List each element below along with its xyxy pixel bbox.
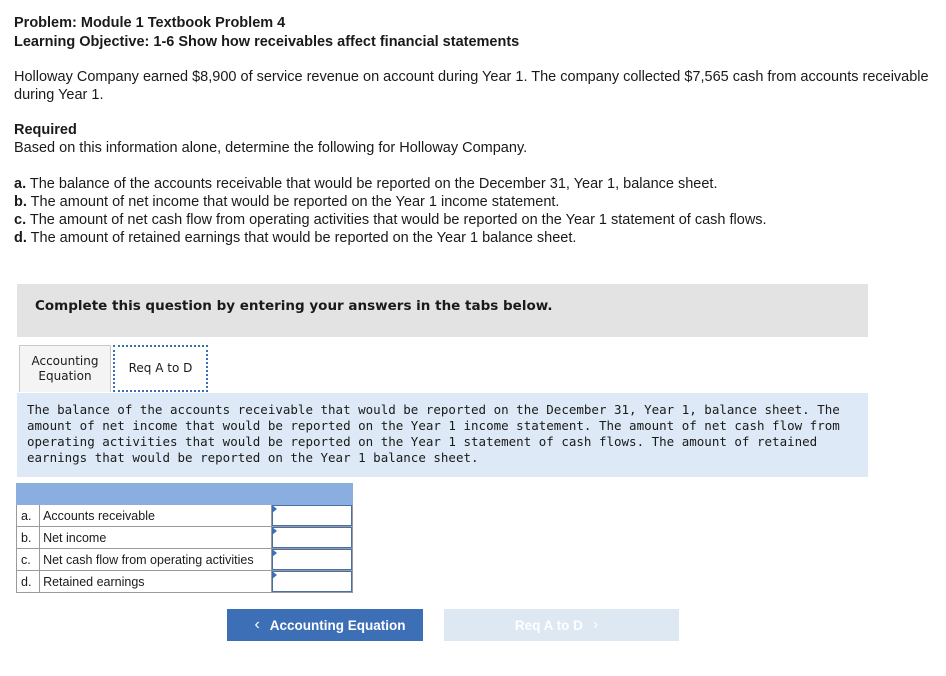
panel-description: The balance of the accounts receivable that would be reported on the December 31, Year 1, balance sheet. The amount of net income that would be reported on the Year 1 income statement. The amount of net cash flow from operating activities that would be reported on the Year 1 statement of cash flows. The amount of retained earnings that would be reported on the Year 1 balance sheet. bbox=[27, 402, 840, 465]
requirement-item: c. The amount of net cash flow from operating activities that would be reported on the Year 1 statement of cash flows. bbox=[14, 212, 767, 228]
input-marker-icon bbox=[272, 527, 277, 535]
input-marker-icon bbox=[272, 505, 277, 513]
table-row: c. Net cash flow from operating activities bbox=[17, 549, 353, 571]
net-income-input[interactable] bbox=[272, 527, 352, 548]
input-marker-icon bbox=[272, 549, 277, 557]
chevron-left-icon: ‹ bbox=[254, 616, 260, 633]
instructions-text: Complete this question by entering your answers in the tabs below. bbox=[35, 298, 553, 314]
chevron-right-icon: › bbox=[592, 616, 599, 633]
next-tab-button[interactable]: Req A to D › bbox=[444, 609, 679, 641]
requirement-item: d. The amount of retained earnings that would be reported on the Year 1 balance sheet. bbox=[14, 230, 577, 246]
table-row: b. Net income bbox=[17, 527, 353, 549]
instructions-box bbox=[17, 284, 868, 337]
problem-header bbox=[14, 14, 914, 52]
answer-table bbox=[16, 483, 353, 593]
requirements-list bbox=[14, 175, 939, 247]
required-text: Based on this information alone, determine the following for Holloway Company. bbox=[14, 140, 528, 156]
tab-accounting-equation[interactable]: Accounting Equation bbox=[19, 345, 111, 392]
table-row: d. Retained earnings bbox=[17, 571, 353, 593]
input-marker-icon bbox=[272, 571, 277, 579]
net-cash-flow-input[interactable] bbox=[272, 549, 352, 570]
retained-earnings-input[interactable] bbox=[272, 571, 352, 592]
tab-req-a-to-d[interactable]: Req A to D bbox=[113, 345, 208, 392]
required-heading: Required bbox=[14, 122, 77, 138]
table-row: a. Accounts receivable bbox=[17, 505, 353, 527]
problem-title: Problem: Module 1 Textbook Problem 4 bbox=[14, 15, 286, 31]
problem-intro: Holloway Company earned $8,900 of service revenue on account during Year 1. The company collected $7,565 cash from accounts receivable during Year 1. bbox=[14, 69, 929, 103]
prev-tab-button[interactable]: ‹ Accounting Equation bbox=[227, 609, 423, 641]
requirement-item: a. The balance of the accounts receivable that would be reported on the December 31, Year 1, balance sheet. bbox=[14, 176, 718, 192]
learning-objective: Learning Objective: 1-6 Show how receivables affect financial statements bbox=[14, 34, 520, 50]
requirement-item: b. The amount of net income that would be reported on the Year 1 income statement. bbox=[14, 194, 560, 210]
answer-table-header bbox=[17, 484, 353, 505]
accounts-receivable-input[interactable] bbox=[272, 505, 352, 526]
tab-content-panel bbox=[17, 393, 868, 477]
